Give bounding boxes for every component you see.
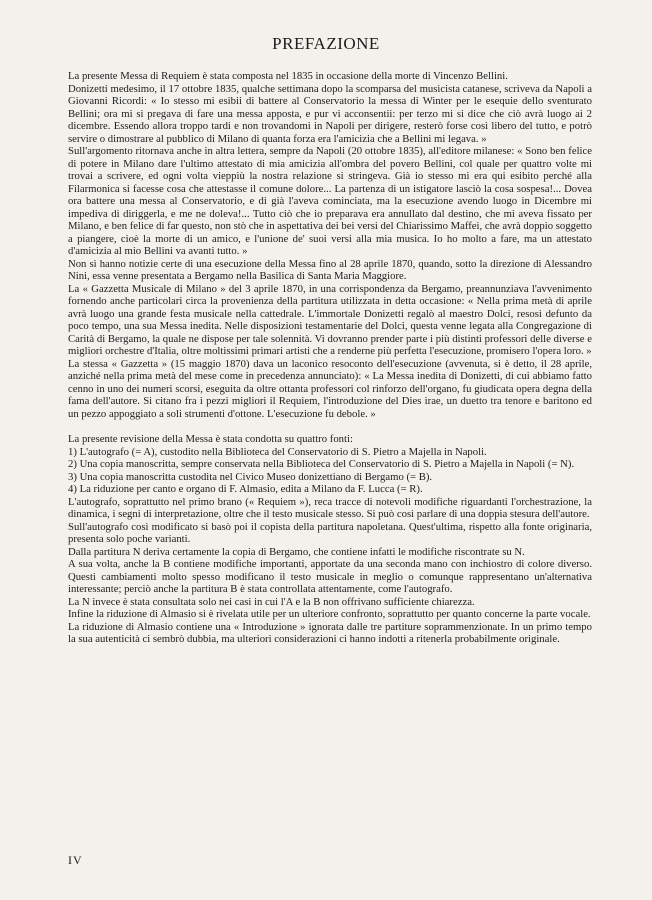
paragraph: Donizetti medesimo, il 17 ottobre 1835, qualche settimana dopo la scomparsa del musicista catanese, scriveva da Napoli a Giovanni Ricordi: « Io stesso mi esibii di battere al Conservatorio la messa di Winter per le esequie dello sventurato Bellini; ora mi si pregava di fare una messa apposta, e pur vi acconsentii: per terzo mi si dice che ciò avrà luogo ai 2 dicembre. Essendo allora troppo tardi e non trovandomi in Napoli per dirigere, resterò forse così libero del tutto, e potrò servire o dimostrare al pubblico di Milano di quanta forza era l'amicizia che a Bellini mi legava. »	[68, 82, 592, 145]
source-list-item: 1) L'autografo (= A), custodito nella Biblioteca del Conservatorio di S. Pietro a Majella in Napoli.	[68, 445, 487, 458]
page-number: IV	[68, 853, 83, 867]
source-list-item: 4) La riduzione per canto e organo di F. Almasio, edita a Milano da F. Lucca (= R).	[68, 483, 423, 495]
source-list-item: 2) Una copia manoscritta, sempre conservata nella Biblioteca del Conservatorio di S. Pietro a Majella in Napoli (= N).	[68, 458, 575, 470]
source-list-item: 3) Una copia manoscritta custodita nel Civico Museo donizettiano di Bergamo (= B).	[68, 470, 433, 483]
paragraph: Infine la riduzione di Almasio si è rivelata utile per un ulteriore confronto, soprattutto per quanto concerne la parte vocale.	[68, 608, 591, 620]
paragraph: La presente Messa di Requiem è stata composta nel 1835 in occasione della morte di Vincenzo Bellini.	[68, 70, 508, 82]
paragraph: Sull'argomento ritornava anche in altra lettera, sempre da Napoli (20 ottobre 1835), all'editore milanese: « Sono ben felice di potere in Milano dare l'ultimo attestato di mia amicizia all'ombra del povero Bellini, col quale per quattro volte mi trovai a scrivere, ed ogni volta vieppiù la nostra relazione si stringeva. Già io stesso mi era qui esibito perché alla Filarmonica si facesse cosa che attestasse il comune dolore... La partenza di un istigatore lasciò la cosa sospesa!... Dovea ora battere una messa al Conservatorio, e di già l'aveva cominciata, ma la esecuzione avendo luogo in Dicembre mi impediva di diriggerla, e me ne doleva!... Tutto ciò che io preparava era annullato dal destino, che mi aveva fissato per Milano, e ben felice di far questo, non stò che in aspettativa dei bei versi del Chiarissimo Maffei, che avrà doppio soggetto a piangere, cioè la morte di un amico, e l'unione de' suoi versi alla mia musica. Io ho molto a fare, ma un attestato d'amicizia al mio Bellini va avanti tutto. »	[68, 145, 592, 257]
paragraph: Non si hanno notizie certe di una esecuzione della Messa fino al 28 aprile 1870, quando, sotto la direzione di Alessandro Nini, essa venne presentata a Bergamo nella Basilica di Santa Maria Maggiore.	[68, 257, 592, 282]
paragraph: La N invece è stata consultata solo nei casi in cui l'A e la B non offrivano sufficiente chiarezza.	[68, 595, 475, 608]
paragraph: La « Gazzetta Musicale di Milano » del 3 aprile 1870, in una corrispondenza da Bergamo, preannunziava l'avvenimento fornendo anche particolari circa la provenienza della partitura utilizzata in detta occasione: « Nella prima metà di aprile avrà luogo una grande festa musicale nella cattedrale. L'immortale Donizetti regalò al maestro Dolci, resosi defunto da poco tempo, una sua Messa inedita. Nelle disposizioni testamentarie del Dolci, questa venne legata alla Congregazione di Carità di Bergamo, la quale ne dispose per tale solennità. Vi dovranno prender parte i più distinti professori delle diverse e migliori orchestre d'Italia, oltre moltissimi primari artisti che a renderne più perfetta l'esecuzione, promisero l'opera loro. »	[68, 282, 592, 357]
paragraph: La riduzione di Almasio contiene una « Introduzione » ignorata dalle tre partiture soprammenzionate. In un primo tempo la sua autenticità ci sembrò dubbia, ma ulteriori considerazioni ci hanno indotti a ritenerla probabilmente originale.	[68, 620, 592, 645]
preface-body	[68, 70, 592, 646]
paragraph: La stessa « Gazzetta » (15 maggio 1870) dava un laconico resoconto dell'esecuzione (avvenuta, si è detto, il 28 aprile, anziché nella prima metà del mese come in precedenza annunciato): « La Messa inedita di Donizetti, di cui abbiamo fatto cenno in uno dei numeri scorsi, eseguita da oltre ottanta professori col rinforzo dell'organo, fu giudicata opera degna della fama dell'autore. Si citano fra i pezzi migliori il Requiem, l'introduzione del Dies irae, un duetto tra tenore e baritono ed un pezzo appoggiato a soli strumenti d'ottone. L'esecuzione fu debole. »	[68, 357, 592, 420]
paragraph: L'autografo, soprattutto nel primo brano (« Requiem »), reca tracce di notevoli modifiche riguardanti l'orchestrazione, la dinamica, i segni di interpretazione, oltre che il testo musicale stesso. Si può così parlare di una doppia stesura dell'autore.	[68, 495, 592, 520]
paragraph: A sua volta, anche la B contiene modifiche importanti, apportate da una seconda mano con inchiostro di colore diverso. Questi cambiamenti molto spesso modificano il testo musicale in meglio o comunque rappresentano un'alternativa interessante; perciò anche la partitura B è stata controllata attentamente, come l'autografo.	[68, 558, 592, 595]
paragraph: Dalla partitura N deriva certamente la copia di Bergamo, che contiene infatti le modifiche riscontrate su N.	[68, 545, 525, 558]
paragraph: Sull'autografo così modificato si basò poi il copista della partitura napoletana. Quest'ultima, rispetto alla fonte originaria, presenta solo poche varianti.	[68, 520, 592, 545]
paragraph: La presente revisione della Messa è stata condotta su quattro fonti:	[68, 433, 353, 445]
page-title: PREFAZIONE	[272, 34, 380, 53]
